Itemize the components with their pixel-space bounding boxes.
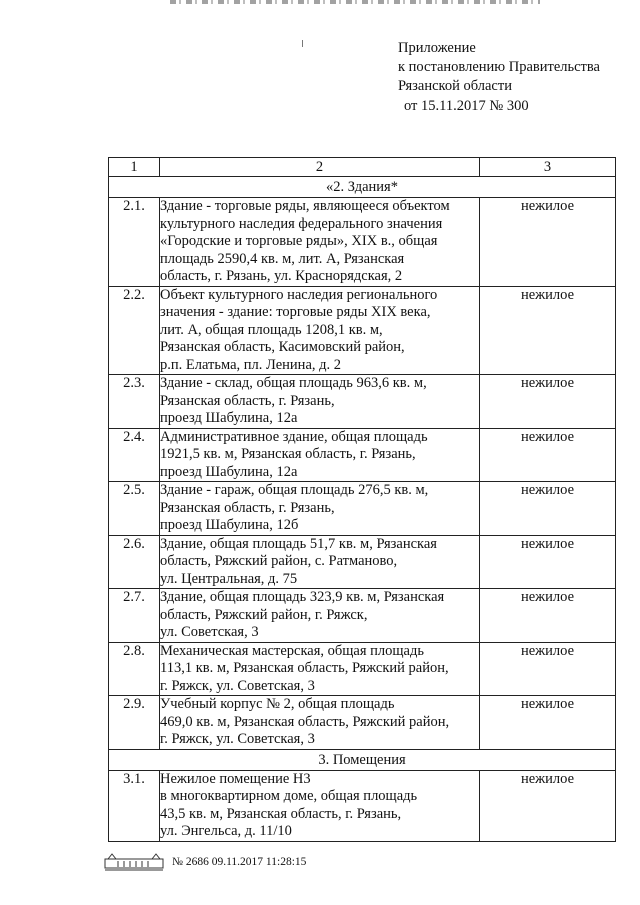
table-row bbox=[109, 375, 616, 429]
table-row bbox=[109, 770, 616, 841]
description-line: площадь 2590,4 кв. м, лит. А, Рязанская bbox=[160, 250, 405, 267]
scan-mark bbox=[302, 40, 303, 47]
section-heading-row bbox=[109, 177, 616, 198]
description-line: Здание, общая площадь 51,7 кв. м, Рязанская bbox=[160, 535, 437, 552]
registration-footer bbox=[104, 852, 306, 872]
description-line: область, Ряжский район, с. Ратманово, bbox=[160, 553, 398, 569]
column-header-3: 3 bbox=[480, 158, 616, 177]
description-line: проезд Шабулина, 12б bbox=[160, 517, 299, 533]
row-type: нежилое bbox=[480, 428, 616, 482]
row-type: нежилое bbox=[480, 375, 616, 429]
row-number: 3.1. bbox=[109, 770, 160, 841]
row-type: нежилое bbox=[480, 198, 616, 287]
description-line: Нежилое помещение Н3 bbox=[160, 770, 311, 787]
description-line: ул. Центральная, д. 75 bbox=[160, 570, 298, 587]
table-row bbox=[109, 428, 616, 482]
table-row bbox=[109, 198, 616, 287]
description-line: область, Ряжский район, г. Ряжск, bbox=[160, 606, 368, 623]
row-description bbox=[160, 375, 480, 429]
column-header-1: 1 bbox=[109, 158, 160, 177]
description-line: проезд Шабулина, 12а bbox=[160, 410, 298, 426]
registration-stamp: № 2686 09.11.2017 11:28:15 bbox=[172, 856, 307, 868]
description-line: значения - здание: торговые ряды XIX века, bbox=[160, 304, 431, 320]
description-line: 43,5 кв. м, Рязанская область, г. Рязань, bbox=[160, 805, 402, 822]
description-line: Здание - гараж, общая площадь 276,5 кв. м, bbox=[160, 482, 429, 498]
row-type: нежилое bbox=[480, 642, 616, 696]
description-line: р.п. Елатьма, пл. Ленина, д. 2 bbox=[160, 356, 342, 373]
row-number: 2.7. bbox=[109, 589, 160, 643]
row-description bbox=[160, 482, 480, 536]
row-type: нежилое bbox=[480, 696, 616, 750]
description-line: проезд Шабулина, 12а bbox=[160, 463, 298, 480]
header-line-3: Рязанской области bbox=[398, 78, 512, 94]
section-title: «2. Здания* bbox=[109, 177, 616, 198]
table-row bbox=[109, 642, 616, 696]
description-line: Рязанская область, г. Рязань, bbox=[160, 392, 335, 409]
scan-artifact bbox=[170, 0, 540, 4]
row-number: 2.4. bbox=[109, 428, 160, 482]
row-number: 2.2. bbox=[109, 286, 160, 375]
row-description bbox=[160, 428, 480, 482]
description-line: Здание - склад, общая площадь 963,6 кв. м, bbox=[160, 375, 427, 391]
description-line: Здание, общая площадь 323,9 кв. м, Рязанская bbox=[160, 589, 445, 605]
description-line: ул. Энгельса, д. 11/10 bbox=[160, 823, 292, 839]
description-line: область, г. Рязань, ул. Краснорядская, 2 bbox=[160, 268, 403, 284]
table-row bbox=[109, 286, 616, 375]
description-line: Рязанская область, Касимовский район, bbox=[160, 339, 405, 355]
property-table bbox=[108, 157, 616, 842]
description-line: ул. Советская, 3 bbox=[160, 624, 259, 640]
description-line: Здание - торговые ряды, являющееся объектом bbox=[160, 198, 450, 214]
description-line: 469,0 кв. м, Рязанская область, Ряжский район, bbox=[160, 713, 450, 730]
building-stamp-icon bbox=[104, 852, 164, 872]
row-number: 2.1. bbox=[109, 198, 160, 287]
header-line-1: Приложение bbox=[398, 40, 476, 56]
row-type: нежилое bbox=[480, 286, 616, 375]
table-row bbox=[109, 535, 616, 589]
description-line: г. Ряжск, ул. Советская, 3 bbox=[160, 731, 315, 747]
header-line-2: к постановлению Правительства bbox=[398, 59, 600, 75]
header-date: от 15.11.2017 № 300 bbox=[404, 98, 529, 114]
description-line: Механическая мастерская, общая площадь bbox=[160, 642, 424, 659]
description-line: лит. А, общая площадь 1208,1 кв. м, bbox=[160, 321, 383, 338]
row-description bbox=[160, 286, 480, 375]
table-row bbox=[109, 696, 616, 750]
description-line: Административное здание, общая площадь bbox=[160, 428, 428, 445]
row-description bbox=[160, 535, 480, 589]
row-description bbox=[160, 770, 480, 841]
section-title: 3. Помещения bbox=[109, 749, 616, 770]
row-type: нежилое bbox=[480, 535, 616, 589]
row-type: нежилое bbox=[480, 770, 616, 841]
row-description bbox=[160, 589, 480, 643]
column-header-2: 2 bbox=[160, 158, 480, 177]
table-row bbox=[109, 589, 616, 643]
description-line: Объект культурного наследия регионального bbox=[160, 286, 438, 303]
section-heading-row bbox=[109, 749, 616, 770]
row-type: нежилое bbox=[480, 589, 616, 643]
description-line: «Городские и торговые ряды», XIX в., общая bbox=[160, 233, 438, 249]
row-description bbox=[160, 642, 480, 696]
description-line: Рязанская область, г. Рязань, bbox=[160, 499, 335, 516]
row-description bbox=[160, 696, 480, 750]
row-number: 2.8. bbox=[109, 642, 160, 696]
column-header-row bbox=[109, 158, 616, 177]
description-line: в многоквартирном доме, общая площадь bbox=[160, 788, 418, 804]
appendix-header bbox=[398, 39, 600, 116]
row-type: нежилое bbox=[480, 482, 616, 536]
description-line: г. Ряжск, ул. Советская, 3 bbox=[160, 677, 315, 694]
description-line: Учебный корпус № 2, общая площадь bbox=[160, 696, 395, 712]
description-line: 113,1 кв. м, Рязанская область, Ряжский район, bbox=[160, 660, 449, 676]
description-line: культурного наследия федерального значения bbox=[160, 215, 443, 232]
row-number: 2.9. bbox=[109, 696, 160, 750]
row-number: 2.5. bbox=[109, 482, 160, 536]
row-number: 2.3. bbox=[109, 375, 160, 429]
row-description bbox=[160, 198, 480, 287]
table-row bbox=[109, 482, 616, 536]
row-number: 2.6. bbox=[109, 535, 160, 589]
description-line: 1921,5 кв. м, Рязанская область, г. Рязань, bbox=[160, 446, 416, 462]
